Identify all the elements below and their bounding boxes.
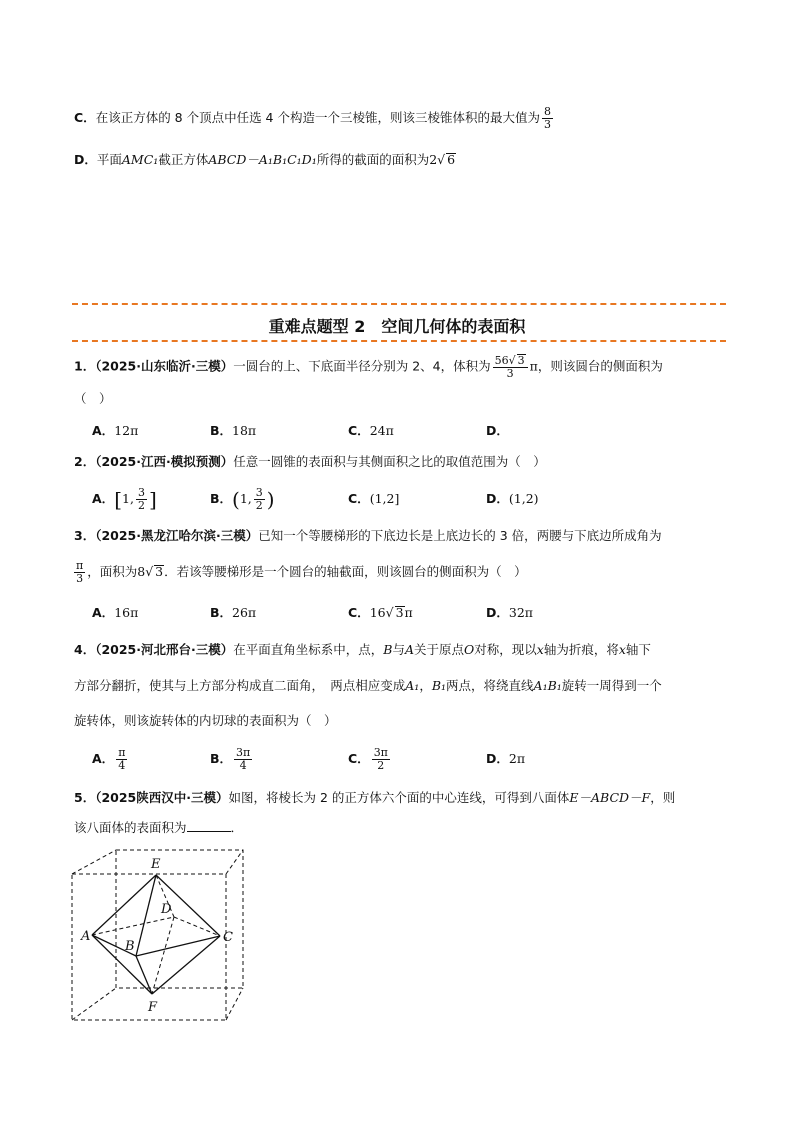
math-var: A	[404, 642, 414, 657]
question-text: 任意一圆锥的表面积与其侧面积之比的取值范围为（ ）	[233, 454, 546, 469]
option-b[interactable]	[210, 487, 275, 512]
option-d[interactable]	[486, 489, 539, 509]
option-value: 1,	[239, 491, 252, 506]
math-answer: 2	[429, 152, 438, 167]
math-var: B₁	[431, 678, 447, 693]
octahedron-hidden-edge	[152, 917, 174, 994]
question-text: 在平面直角坐标系中，点，	[233, 642, 384, 657]
bracket: )	[266, 487, 275, 512]
question-text: ．	[230, 820, 244, 835]
question-text: 轴为折痕，将	[543, 642, 619, 657]
option-label: D．	[486, 491, 509, 506]
option-label: B．	[210, 751, 233, 766]
question-number: 3．	[74, 528, 96, 543]
option-label: D．	[486, 751, 509, 766]
vertex-label-c: C	[223, 930, 233, 945]
vertex-label-b: B	[125, 939, 135, 954]
question-number: 2．	[74, 454, 96, 469]
option-a[interactable]	[92, 421, 138, 441]
question-text: ．若该等腰梯形是一个圆台的轴截面，则该圆台的侧面积为（ ）	[164, 564, 527, 579]
fraction: $\frac{8}{3}$	[544, 105, 551, 131]
option-a[interactable]	[92, 747, 129, 772]
fraction-num: 3	[137, 486, 145, 499]
math-var: x	[536, 642, 544, 657]
question-number: 4．	[74, 642, 96, 657]
option-c[interactable]	[348, 603, 413, 623]
question-text: ，	[419, 678, 432, 693]
vertex-label-d: D	[161, 902, 172, 917]
sqrt-sign: √	[385, 605, 394, 620]
sqrt-sign: √	[437, 152, 446, 167]
option-text: 所得的截面的面积为	[316, 152, 430, 167]
math-var: B	[383, 642, 393, 657]
question-3-line2	[74, 560, 734, 585]
option-value: (1,2]	[369, 491, 400, 506]
pi: π	[529, 358, 538, 374]
cube-front-face	[72, 874, 226, 1020]
math-var: E－ABCD－F	[569, 790, 651, 805]
question-source: （2025·黑龙江哈尔滨·三模）	[95, 528, 259, 543]
question-text: ，面积为	[87, 564, 138, 579]
option-label: D．	[74, 152, 97, 167]
option-d[interactable]	[486, 421, 509, 441]
question-1-paren: （ ）	[74, 391, 112, 406]
option-value: 26π	[232, 605, 257, 620]
option-label: B．	[210, 605, 233, 620]
question-text: 对称，现以	[474, 642, 537, 657]
question-4	[74, 640, 734, 660]
option-c[interactable]	[348, 421, 394, 441]
fraction-num: π	[118, 746, 126, 759]
question-source: （2025·江西·模拟预测）	[95, 454, 234, 469]
math-plane: AMC₁	[121, 152, 159, 167]
option-value: (1,2)	[508, 491, 539, 506]
option-label: C．	[348, 491, 370, 506]
question-5	[74, 788, 734, 808]
math-var: x	[618, 642, 626, 657]
option-value: 16π	[114, 605, 139, 620]
option-label: C．	[348, 423, 370, 438]
question-text: 与	[392, 642, 405, 657]
fraction-den: 3	[76, 572, 84, 585]
fraction	[234, 747, 252, 772]
sqrt-body: 3	[517, 354, 525, 367]
option-c[interactable]	[348, 489, 399, 509]
question-text: 两点，将绕直线	[446, 678, 534, 693]
option-value: 24π	[369, 423, 394, 438]
bracket: [	[114, 487, 122, 512]
option-label: A．	[92, 751, 115, 766]
fraction	[116, 747, 127, 772]
fraction-num	[493, 354, 528, 368]
octahedron-hidden-edge	[92, 917, 174, 935]
fraction	[254, 487, 265, 512]
option-b[interactable]	[210, 747, 254, 772]
option-label: B．	[210, 423, 233, 438]
question-source: （2025陕西汉中·三模）	[95, 790, 229, 805]
option-value: 1,	[122, 491, 134, 506]
section-bottom-rule	[72, 340, 726, 342]
octahedron-in-cube-figure	[68, 846, 248, 1024]
fraction-den: 3	[506, 367, 514, 380]
cube-edge	[226, 988, 243, 1020]
option-value: 32π	[508, 605, 534, 620]
question-source: （2025·河北邢台·三模）	[95, 642, 234, 657]
octahedron-edge	[136, 875, 156, 956]
fraction	[136, 487, 147, 512]
cube-edge	[72, 988, 116, 1020]
question-text: ，则	[650, 790, 676, 805]
option-text: 平面	[96, 152, 122, 167]
option-value: 16	[369, 605, 386, 620]
math-cube: ABCD－A₁B₁C₁D₁	[208, 152, 317, 167]
fraction-num: 3	[255, 486, 263, 499]
fraction-num: 3π	[373, 746, 388, 759]
octahedron-edge	[92, 935, 152, 994]
option-value: 12π	[114, 423, 139, 438]
option-d[interactable]	[486, 603, 533, 623]
sqrt-body: 3	[155, 564, 164, 579]
sqrt-sign: √	[508, 354, 516, 367]
fraction-den: 2	[255, 499, 263, 512]
option-c[interactable]	[348, 747, 392, 772]
bracket: ]	[148, 487, 157, 512]
fraction-den: 4	[239, 759, 247, 772]
question-4-line2	[74, 676, 734, 696]
option-label: A．	[92, 491, 115, 506]
fraction	[372, 747, 390, 772]
question-text: 方部分翻折，使其与上方部分构成直二面角， 两点相应变成	[74, 678, 406, 693]
option-a[interactable]	[92, 603, 138, 623]
num-value: 56	[494, 354, 509, 367]
option-label: A．	[92, 605, 115, 620]
answer-blank[interactable]	[187, 831, 231, 832]
question-text: 该八面体的表面积为	[74, 820, 187, 835]
option-d-prev	[74, 150, 734, 170]
question-text: 一圆台的上、下底面半径分别为 2、4，体积为	[233, 358, 491, 374]
vertex-label-f: F	[148, 1000, 158, 1015]
option-d[interactable]	[486, 749, 525, 769]
option-b[interactable]	[210, 603, 256, 623]
octahedron-edge	[92, 875, 156, 935]
cube-edge	[72, 850, 116, 874]
option-a[interactable]	[92, 487, 157, 512]
question-5-line2	[74, 818, 734, 838]
question-text: ，则该圆台的侧面积为	[537, 358, 663, 374]
math-var: A₁	[405, 678, 420, 693]
fraction-num: π	[76, 559, 84, 572]
math-var: O	[464, 642, 475, 657]
cube-edge	[226, 850, 243, 874]
option-value: 18π	[232, 423, 257, 438]
question-text: 旋转一周得到一个	[561, 678, 662, 693]
option-label: C．	[348, 751, 370, 766]
fraction-den: 2	[377, 759, 385, 772]
vertex-label-a: A	[81, 929, 91, 944]
cube-back-face	[116, 850, 243, 988]
question-number: 1．	[74, 358, 96, 374]
option-label: D．	[486, 423, 509, 438]
fraction	[493, 354, 528, 380]
question-text: 关于原点	[414, 642, 465, 657]
vertex-label-e: E	[151, 857, 161, 872]
question-number: 5．	[74, 790, 96, 805]
question-4-line3: 旋转体，则该旋转体的内切球的表面积为（ ）	[74, 713, 337, 728]
option-label: B．	[210, 491, 233, 506]
section-top-rule	[72, 303, 726, 305]
question-1	[74, 354, 734, 380]
question-3	[74, 526, 734, 546]
option-b[interactable]	[210, 421, 256, 441]
math-var: A₁B₁	[533, 678, 562, 693]
bracket: (	[232, 487, 240, 512]
option-label: C．	[348, 605, 370, 620]
fraction-num: 3π	[236, 746, 251, 759]
option-label: D．	[486, 605, 509, 620]
option-label: C．	[74, 110, 96, 125]
option-value: 2π	[508, 751, 526, 766]
fraction	[74, 560, 85, 585]
question-source: （2025·山东临沂·三模）	[95, 358, 234, 374]
question-text: 如图，将棱长为 2 的正方体六个面的中心连线，可得到八面体	[228, 790, 570, 805]
option-label: A．	[92, 423, 115, 438]
octahedron-hidden-edge	[174, 917, 220, 936]
sqrt-body: 3	[395, 605, 404, 620]
fraction-den: 2	[137, 499, 145, 512]
section-title: 重难点题型 2 空间几何体的表面积	[268, 317, 526, 336]
question-2	[74, 452, 734, 472]
option-value: π	[404, 605, 413, 620]
fraction-den: 4	[118, 759, 126, 772]
option-text: 截正方体	[158, 152, 209, 167]
sqrt-sign: √	[145, 564, 154, 579]
sqrt-body: 6	[447, 152, 456, 167]
question-text: 已知一个等腰梯形的下底边长是上底边长的 3 倍，两腰与下底边所成角为	[258, 528, 662, 543]
math-value: 8	[137, 564, 146, 579]
option-text: 在该正方体的 8 个顶点中任选 4 个构造一个三棱锥，则该三棱锥体积的最大值为	[95, 110, 540, 125]
question-text: 轴下	[625, 642, 651, 657]
option-c-prev	[74, 106, 734, 131]
